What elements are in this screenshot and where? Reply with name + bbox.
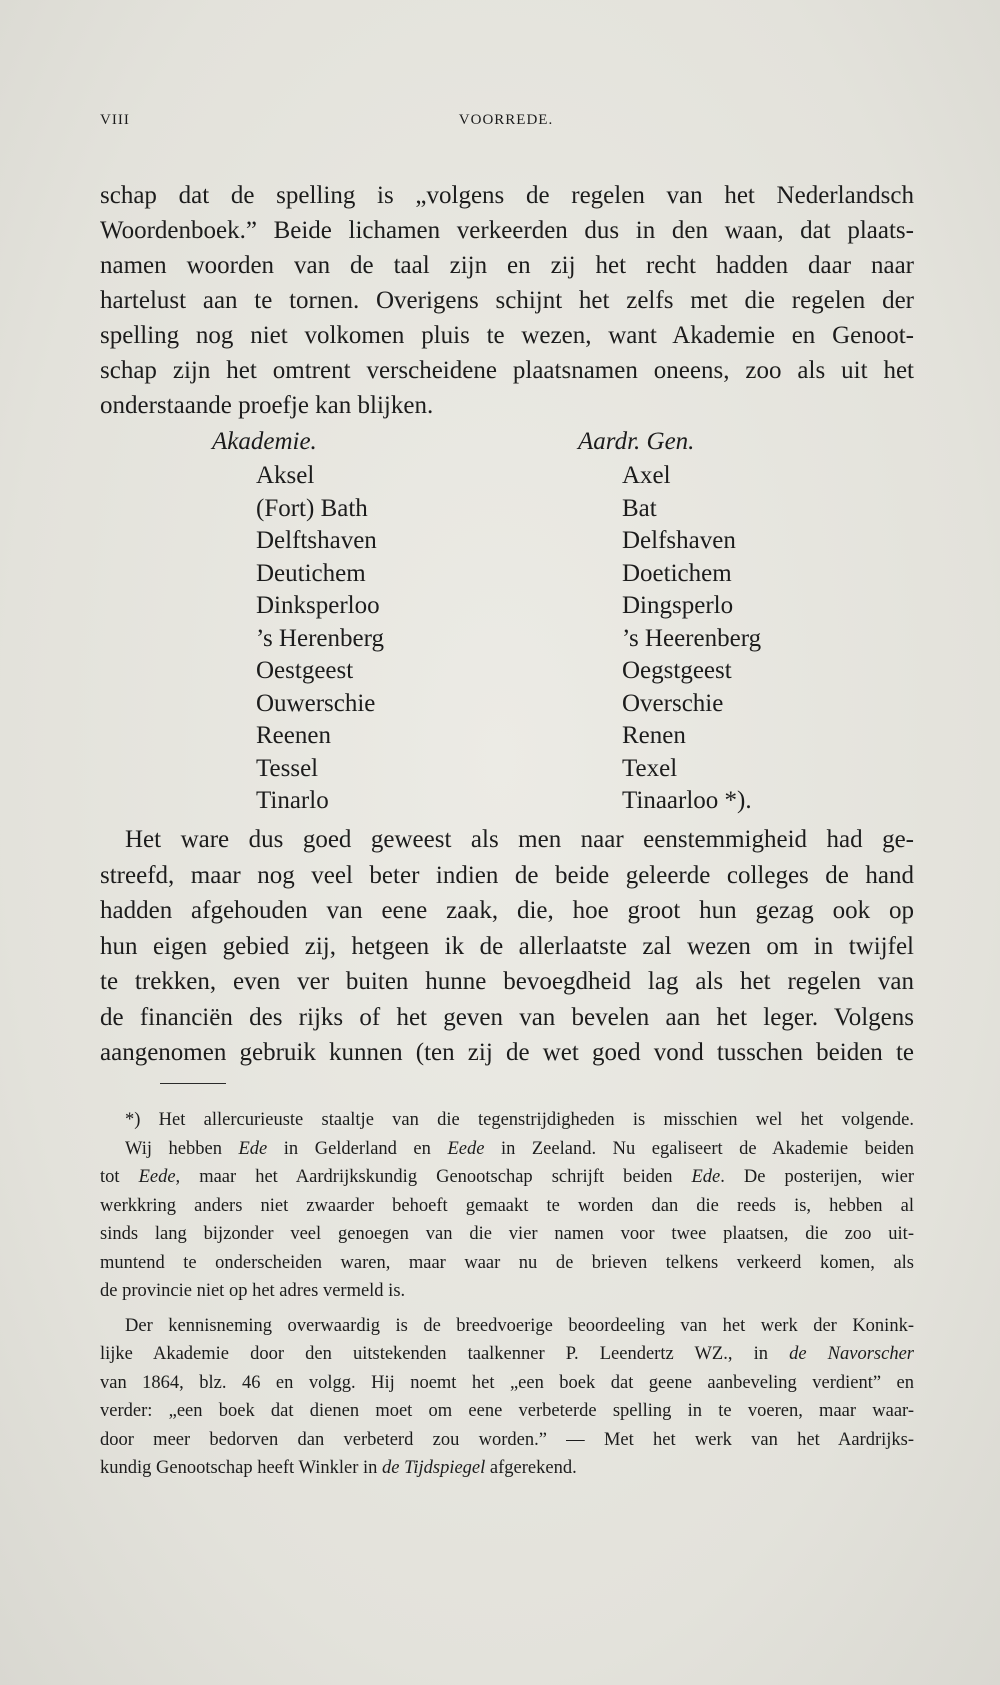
text-line: hartelust aan te tornen. Overigens schijnt het zelfs met die regelen der (100, 287, 914, 314)
list-item: Axel (622, 462, 671, 489)
footnote-line (100, 1163, 914, 1192)
footnote-2 (100, 1312, 914, 1483)
text-line: Het ware dus goed geweest als men naar eenstemmigheid had ge- (125, 826, 914, 853)
list-item: Aksel (256, 462, 315, 489)
place-name-comparison (100, 428, 914, 818)
footnote-line: de provincie niet op het adres vermeld is. (100, 1281, 406, 1301)
list-item: Texel (622, 754, 678, 782)
text: , maar het Aardrijkskundig Genootschap schrijft beiden (175, 1167, 692, 1187)
text: Wij hebben (125, 1138, 239, 1159)
column-akademie (256, 460, 384, 818)
list-item: Oestgeest (256, 657, 354, 684)
text: in Zeeland. Nu egaliseert de Akademie beiden (484, 1138, 914, 1159)
footnote-line: werkkring anders niet zwaarder behoeft gemaakt te worden dan die reeds is, hebben al (100, 1195, 914, 1216)
list-item: Bat (622, 494, 657, 522)
place-name: Eede (447, 1138, 485, 1159)
list-item: Reenen (256, 722, 331, 749)
text-line: hun eigen gebied zij, hetgeen ik de allerlaatste zal wezen om in twijfel (100, 932, 914, 960)
footnote-line: sinds lang bijzonder veel genoegen van die vier namen voor twee plaatsen, die zoo uit- (100, 1224, 914, 1244)
journal-title: de Navorscher (789, 1344, 914, 1364)
place-name: Ede (691, 1167, 721, 1187)
text-line: aangenomen gebruik kunnen (ten zij de wet goed vond tusschen beiden te (100, 1039, 914, 1066)
footnote-line: muntend te onderscheiden waren, maar waar nu de brieven telkens verkeerd komen, als (100, 1252, 914, 1273)
text-line: namen woorden van de taal zijn en zij het recht hadden daar naar (100, 252, 914, 279)
list-item: Doetichem (622, 559, 732, 587)
text-line: Woordenboek.” Beide lichamen verkeerden dus in den waan, dat plaats- (100, 217, 914, 244)
paragraph-1 (100, 178, 914, 423)
list-item: (Fort) Bath (256, 494, 368, 522)
list-item: Dingsperlo (622, 592, 734, 619)
list-item: ’s Herenberg (256, 624, 384, 652)
journal-title: de Tijdspiegel (382, 1458, 486, 1478)
running-title: VOORREDE. (458, 112, 554, 128)
list-item: Ouwerschie (256, 689, 376, 717)
list-item: Renen (622, 722, 686, 749)
text-line: de financiën des rijks of het geven van bevelen aan het leger. Volgens (100, 1003, 914, 1031)
list-item: ’s Heerenberg (622, 624, 762, 652)
text-line: onderstaande proefje kan blijken. (100, 392, 434, 419)
text: afgerekend. (485, 1458, 577, 1478)
paragraph-2 (100, 822, 914, 1071)
list-item: Deutichem (256, 559, 366, 587)
text: in Gelderland en (267, 1138, 448, 1159)
place-name: Eede (138, 1167, 176, 1187)
text-line: schap zijn het omtrent verscheidene plaatsnamen oneens, zoo als uit het (100, 357, 914, 384)
list-item: Tinarlo (256, 787, 329, 814)
footnote-separator (160, 1083, 226, 1084)
footnote-1 (100, 1106, 914, 1306)
list-item: Tinaarloo *). (622, 787, 752, 814)
list-item: Tessel (256, 754, 319, 782)
list-item: Overschie (622, 689, 724, 717)
page-number: VIII (100, 112, 130, 128)
footnote-line: Der kennisneming overwaardig is de breedvoerige beoordeeling van het werk der Konink- (125, 1315, 914, 1336)
list-item: Delfshaven (622, 527, 736, 554)
list-item: Oegstgeest (622, 657, 732, 684)
column-header-akademie: Akademie. (212, 428, 317, 455)
text: . De posterijen, wier (720, 1167, 914, 1187)
text-line: spelling nog niet volkomen pluis te wezen, want Akademie en Genoot- (100, 322, 914, 349)
text: kundig Genootschap heeft Winkler in (100, 1458, 382, 1478)
footnote-line (100, 1454, 914, 1483)
text-line: schap dat de spelling is „volgens de regelen van het Nederlandsch (100, 182, 914, 209)
text: lijke Akademie door den uitstekenden taalkenner P. Leendertz WZ., in (100, 1344, 768, 1364)
column-aardr-gen (622, 460, 761, 818)
footnote-line: verder: „een boek dat dienen moet om eene verbeterde spelling in te voeren, maar waar- (100, 1401, 914, 1421)
footnotes (100, 1106, 914, 1483)
text: tot (100, 1167, 139, 1187)
list-item: Delftshaven (256, 527, 377, 554)
footnote-line (100, 1340, 914, 1369)
running-header (100, 112, 912, 136)
footnote-line: *) Het allercurieuste staaltje van die tegenstrijdigheden is misschien wel het volgende. (125, 1110, 914, 1130)
footnote-line (100, 1135, 914, 1164)
footnote-line: van 1864, blz. 46 en volgg. Hij noemt het „een boek dat geene aanbeveling verdient” en (100, 1372, 914, 1393)
footnote-line: door meer bedorven dan verbeterd zou worden.” — Met het werk van het Aardrijks- (100, 1429, 914, 1450)
text-line: hadden afgehouden van eene zaak, die, hoe groot hun gezag ook op (100, 897, 914, 924)
list-item: Dinksperloo (256, 592, 380, 619)
place-name: Ede (238, 1138, 268, 1159)
column-header-aardr-gen: Aardr. Gen. (578, 428, 695, 455)
text-line: te trekken, even ver buiten hunne bevoegdheid lag als het regelen van (100, 968, 914, 995)
text-line: streefd, maar nog veel beter indien de beide geleerde colleges de hand (100, 861, 914, 889)
